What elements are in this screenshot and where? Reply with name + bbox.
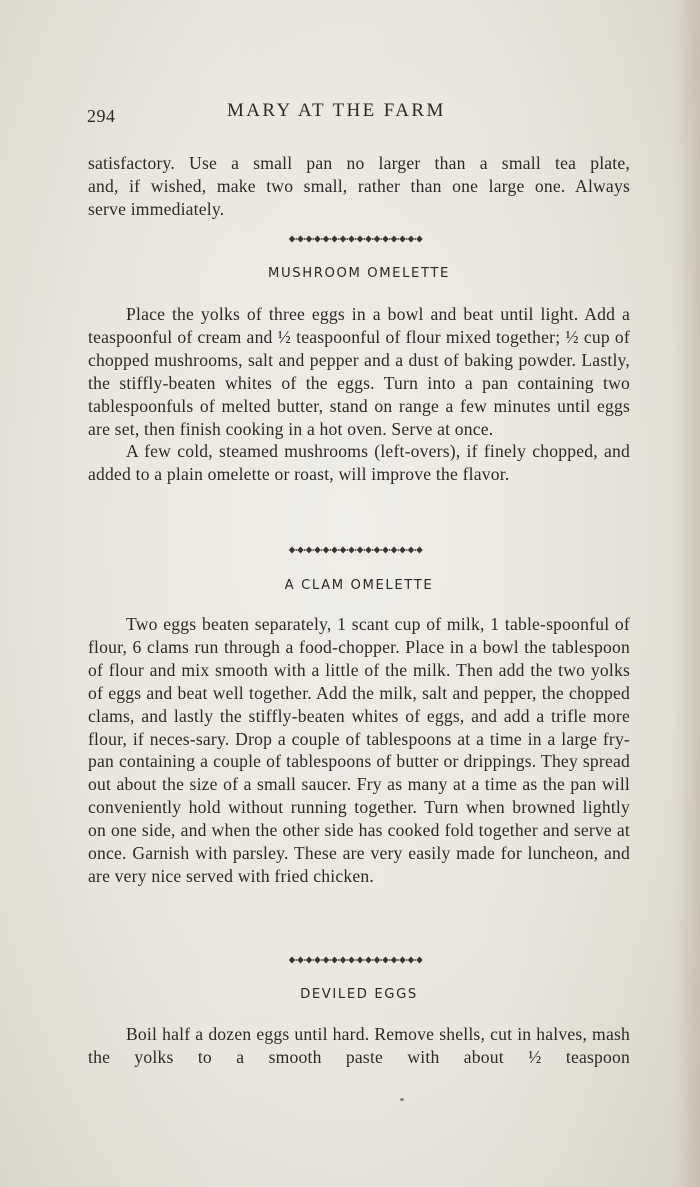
intro-line: satisfactory. Use a small pan no larger than a small tea plate, <box>88 153 630 173</box>
ornament-diamond <box>399 957 405 964</box>
ornament-dot <box>295 238 297 240</box>
ornament-dot <box>329 238 331 240</box>
section-title-mushroom-omelette: MUSHROOM OMELETTE <box>268 266 450 281</box>
ornament-diamond <box>323 547 329 554</box>
ornament-diamond <box>340 957 346 964</box>
ornament-diamond <box>374 236 380 243</box>
ornament-diamond <box>382 547 388 554</box>
ornament-diamond <box>357 957 363 964</box>
ornament-dot <box>397 238 399 240</box>
ornament-dot <box>346 238 348 240</box>
ornament-dot <box>414 549 416 551</box>
ornament-diamond <box>331 236 337 243</box>
ornament-dot <box>346 549 348 551</box>
ornament-dot <box>295 959 297 961</box>
ornament-divider <box>287 545 427 555</box>
ornament-dot <box>312 238 314 240</box>
ornament-diamond <box>391 236 397 243</box>
ornament-dot <box>346 959 348 961</box>
ornament-diamond <box>408 957 414 964</box>
ornament-diamond <box>382 236 388 243</box>
section-title-clam-omelette: A CLAM OMELETTE <box>284 578 434 593</box>
ornament-dot <box>295 549 297 551</box>
ornament-diamond <box>382 957 388 964</box>
ornament-diamond <box>399 236 405 243</box>
recipe-paragraph: Two eggs beaten separately, 1 scant cup of milk, 1 table-spoonful of flour, 6 clams run through a food-chopper. Place in a bowl the tablespoon of flour and mix smooth with a little of the milk. Then add the two yolks of eggs and beat well together. Add the milk, salt and pepper, the chopped clams, and lastly the stiffly-beaten whites of eggs, and add a trifle more flour, if neces-sary. Drop a couple of tablespoons at a time in a large fry-pan containing a couple of tablespoons of butter or drippings. They spread out about the size of a small saucer. Fry as many at a time as the pan will conveniently hold without running together. Turn when browned lightly on one side, and when the other side has cooked fold together and serve at once. Garnish with parsley. These are very easily made for luncheon, and are very nice served with fried chicken. <box>88 614 630 886</box>
ornament-dot <box>321 959 323 961</box>
ornament-dot <box>380 238 382 240</box>
ornament-divider <box>287 955 427 965</box>
ornament-diamond <box>391 957 397 964</box>
ornament-divider <box>287 234 427 244</box>
ornament-dot <box>397 549 399 551</box>
ornament-dot <box>372 549 374 551</box>
ornament-dot <box>363 959 365 961</box>
recipe-paragraph: A few cold, steamed mushrooms (left-overs), if finely chopped, and added to a plain omelette or roast, will improve the flavor. <box>88 441 630 485</box>
ornament-diamond <box>348 547 354 554</box>
ornament-diamond <box>374 957 380 964</box>
ornament-dot <box>355 959 357 961</box>
ornament-dot <box>338 549 340 551</box>
ornament-dot <box>380 959 382 961</box>
ornament-diamond <box>416 957 422 964</box>
section-title-deviled-eggs: DEVILED EGGS <box>300 987 418 1002</box>
ornament-diamond <box>289 957 295 964</box>
ornament-diamond <box>365 547 371 554</box>
print-speck <box>400 1098 404 1101</box>
ornament-dot <box>363 238 365 240</box>
recipe-paragraph: Place the yolks of three eggs in a bowl and beat until light. Add a teaspoonful of cream and ½ teaspoonful of flour mixed together; ½ cup of chopped mushrooms, salt and pepper and a dust of baking powder. Lastly, the stiffly-beaten whites of the eggs. Turn into a pan containing two tablespoonfuls of melted butter, stand on range a few minutes until eggs are set, then finish cooking in a hot oven. Serve at once. <box>88 304 630 439</box>
ornament-diamond <box>289 547 295 554</box>
ornament-diamond <box>314 957 320 964</box>
deviled-eggs-text <box>88 1023 630 1069</box>
ornament-diamond <box>331 957 337 964</box>
ornament-dot <box>355 549 357 551</box>
ornament-dot <box>414 959 416 961</box>
ornament-dot <box>372 238 374 240</box>
ornament-diamond <box>357 236 363 243</box>
page-edge-shadow <box>674 0 700 1187</box>
ornament-diamond <box>323 957 329 964</box>
ornament-dot <box>338 238 340 240</box>
ornament-dot <box>380 549 382 551</box>
ornament-diamond <box>416 547 422 554</box>
ornament-diamond <box>365 236 371 243</box>
ornament-dot <box>338 959 340 961</box>
ornament-dot <box>406 238 408 240</box>
ornament-diamond <box>314 236 320 243</box>
ornament-dot <box>372 959 374 961</box>
ornament-dot <box>414 238 416 240</box>
page-number: 294 <box>87 106 116 126</box>
recipe-paragraph: Boil half a dozen eggs until hard. Remove shells, cut in halves, mash the yolks to a smooth paste with about ½ teaspoon <box>88 1024 630 1067</box>
ornament-diamond <box>391 547 397 554</box>
ornament-dot <box>406 959 408 961</box>
ornament-dot <box>329 549 331 551</box>
ornament-dot <box>389 238 391 240</box>
ornament-dot <box>304 549 306 551</box>
ornament-dot <box>389 549 391 551</box>
ornament-dot <box>312 959 314 961</box>
ornament-dot <box>355 238 357 240</box>
ornament-diamond <box>399 547 405 554</box>
ornament-diamond <box>408 547 414 554</box>
clam-omelette-text <box>88 613 630 888</box>
ornament-diamond <box>357 547 363 554</box>
ornament-dot <box>389 959 391 961</box>
ornament-diamond <box>374 547 380 554</box>
ornament-diamond <box>297 957 303 964</box>
running-head: MARY AT THE FARM <box>227 100 446 121</box>
page-header <box>87 100 632 130</box>
ornament-dot <box>312 549 314 551</box>
intro-line: serve immediately. <box>88 198 225 219</box>
ornament-dot <box>329 959 331 961</box>
ornament-diamond <box>408 236 414 243</box>
intro-line: and, if wished, make two small, rather than one large one. Always <box>88 175 630 196</box>
ornament-diamond <box>306 236 312 243</box>
ornament-diamond <box>297 236 303 243</box>
ornament-diamond <box>306 957 312 964</box>
ornament-diamond <box>340 236 346 243</box>
ornament-diamond <box>323 236 329 243</box>
ornament-diamond <box>289 236 295 243</box>
ornament-diamond <box>365 957 371 964</box>
ornament-dot <box>406 549 408 551</box>
intro-text <box>88 152 630 221</box>
ornament-diamond <box>416 236 422 243</box>
ornament-dot <box>304 238 306 240</box>
ornament-diamond <box>297 547 303 554</box>
ornament-diamond <box>348 236 354 243</box>
ornament-diamond <box>348 957 354 964</box>
ornament-diamond <box>340 547 346 554</box>
ornament-diamond <box>331 547 337 554</box>
ornament-dot <box>321 549 323 551</box>
ornament-dot <box>397 959 399 961</box>
mushroom-omelette-text <box>88 303 630 486</box>
ornament-dot <box>363 549 365 551</box>
ornament-dot <box>321 238 323 240</box>
ornament-diamond <box>314 547 320 554</box>
ornament-diamond <box>306 547 312 554</box>
ornament-dot <box>304 959 306 961</box>
